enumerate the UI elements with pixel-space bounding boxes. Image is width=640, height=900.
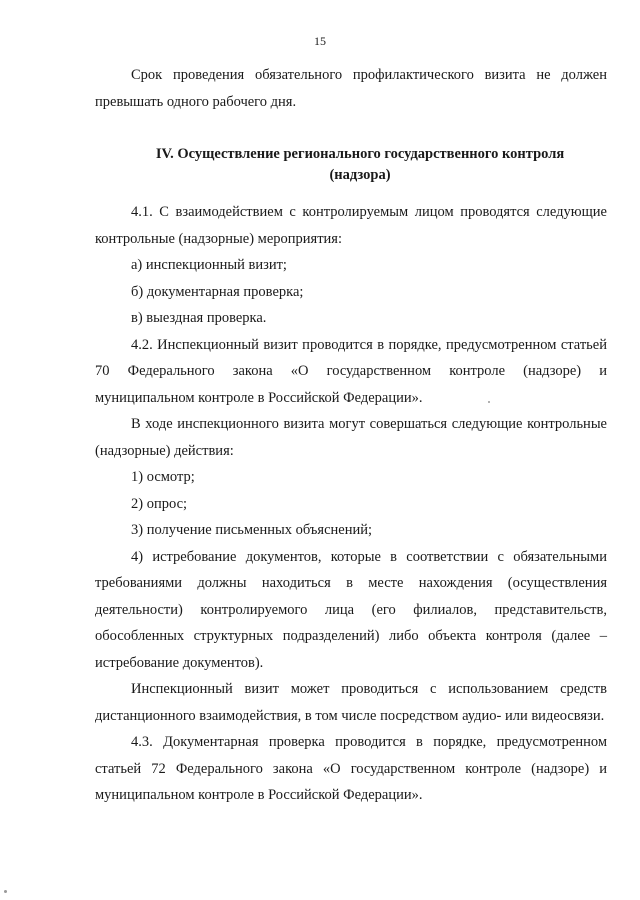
page-number: 15 (314, 34, 326, 48)
section-heading: IV. Осуществление регионального государственного контроля (надзора) (155, 146, 565, 183)
list-item-b: б) документарная проверка; (131, 283, 304, 300)
list-item-a: а) инспекционный визит; (131, 257, 287, 273)
list-item-4: 4) истребование документов, которые в соответствии с обязательными требованиями должны находиться в месте нахождения (осуществления деятельности) контролируемого лица (его филиалов, представительств, обособленных структурных подразделений) либо объекта контроля (далее – истребование документов). (95, 548, 607, 671)
scan-speck (4, 890, 7, 893)
scan-speck (488, 401, 490, 403)
list-item-1: 1) осмотр; (131, 469, 195, 485)
list-item-c: в) выездная проверка. (131, 310, 267, 326)
paragraph-remote-interaction: Инспекционный визит может проводиться с использованием средств дистанционного взаимодействия, в том числе посредством аудио- или видеосвязи. (95, 681, 607, 724)
paragraph-4-2: 4.2. Инспекционный визит проводится в порядке, предусмотренном статьей 70 Федерального закона «О государственном контроле (надзоре) и муниципальном контроле в Российской Федерации». (95, 336, 607, 406)
paragraph-4-1: 4.1. С взаимодействием с контролируемым лицом проводятся следующие контрольные (надзорные) мероприятия: (95, 204, 607, 247)
paragraph-inspection-actions: В ходе инспекционного визита могут совершаться следующие контрольные (надзорные) действия: (95, 416, 607, 459)
paragraph-visit-duration: Срок проведения обязательного профилактического визита не должен превышать одного рабочего дня. (95, 67, 607, 110)
document-body (95, 62, 607, 809)
list-item-2: 2) опрос; (131, 495, 188, 512)
list-item-3: 3) получение письменных объяснений; (131, 522, 373, 538)
paragraph-4-3: 4.3. Документарная проверка проводится в порядке, предусмотренном статьей 72 Федерального закона «О государственном контроле (надзоре) и муниципальном контроле в Российской Федерации». (95, 734, 607, 803)
